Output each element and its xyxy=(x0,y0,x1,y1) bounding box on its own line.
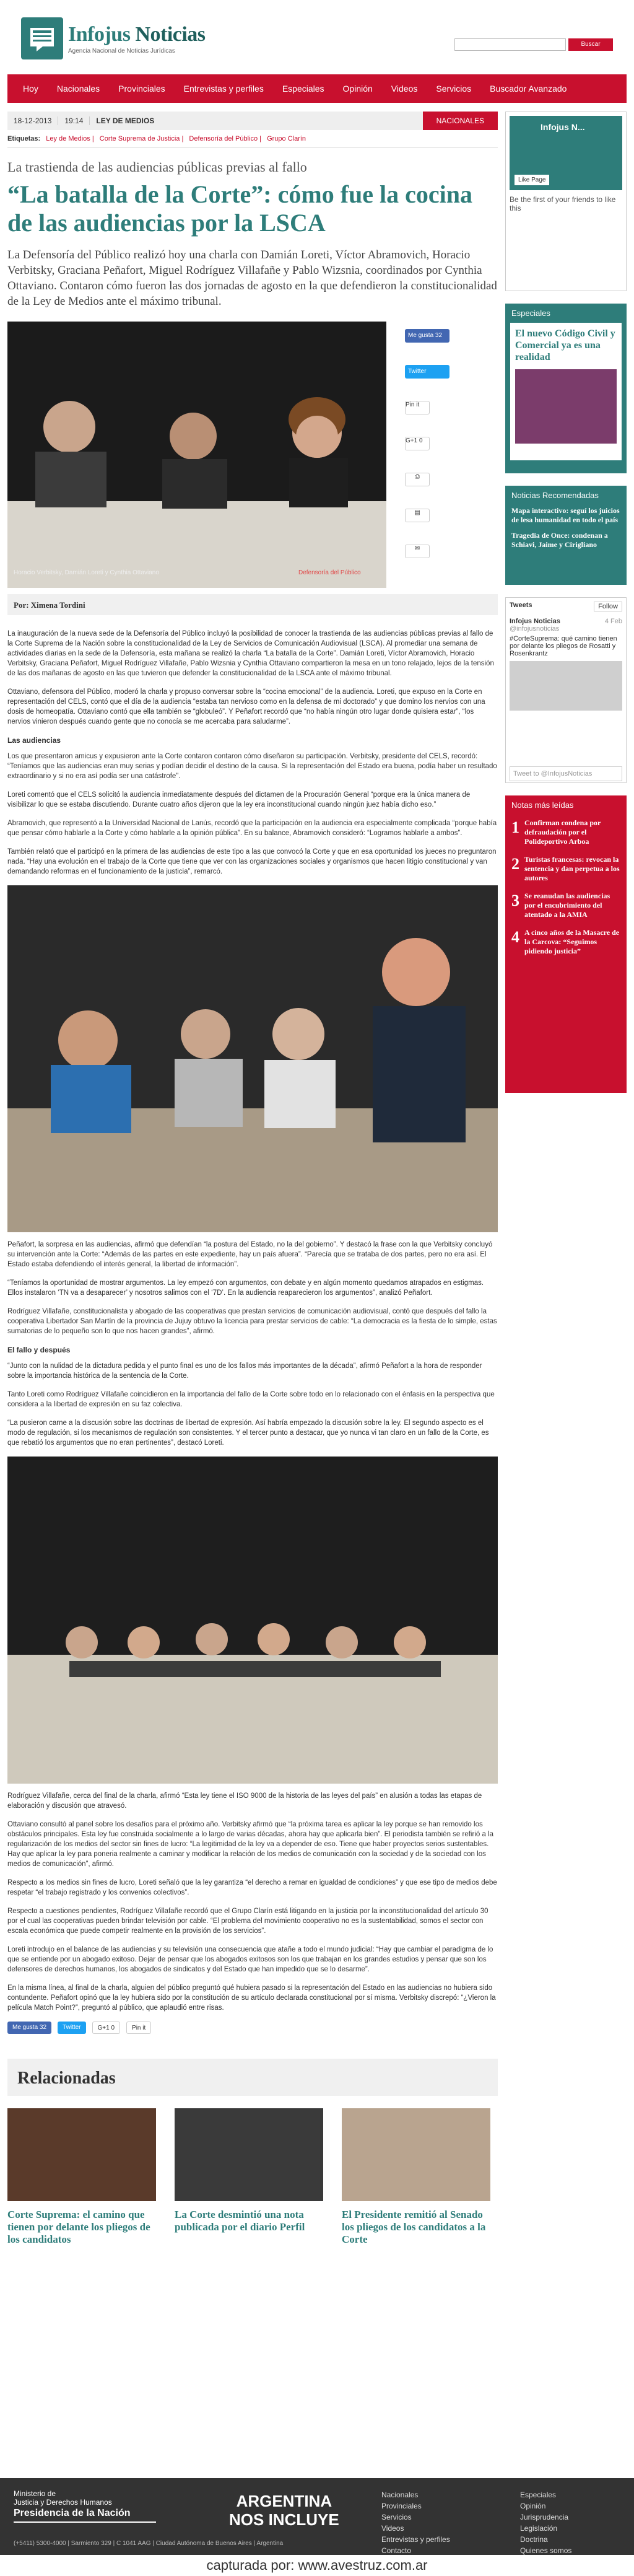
especiales-heading: Especiales xyxy=(511,309,550,318)
tweet-image xyxy=(510,661,622,711)
twitter-widget xyxy=(505,597,627,783)
footer xyxy=(0,2478,634,2555)
facebook-friends-text: Be the first of your friends to like this xyxy=(510,195,616,212)
page xyxy=(7,0,627,103)
footer-slogan: ARGENTINA NOS INCLUYE xyxy=(229,2492,339,2529)
recommended-widget xyxy=(505,486,627,585)
related-list xyxy=(7,2108,498,2246)
tweet-handle: @infojusnoticias xyxy=(510,625,560,633)
search-button[interactable]: Buscar xyxy=(568,38,613,51)
tag-list: Etiquetas: Ley de Medios | Corte Suprema de Justicia | Defensoría del Público | Grupo Clarín xyxy=(7,130,498,148)
paragraph: En la misma línea, al final de la charla, alguien del público preguntó qué hubiera pasado si la representación del Estado en las audiencias no hubiera sido contundente. Peñafort opinó que la ley hubiera sido por la constitución de su artículo declarada constitucional por sí misma. Verbitsky discrepó: “¿Vieron la película Match Point?”, preguntó al público, que aplaudió entre risas. xyxy=(7,1984,496,2012)
paragraph: Loreti introdujo en el balance de las audiencias y su televisión una consecuencia que atañe a todo el mundo judicial: “Hay que cambiar el paradigma de lo que se entiende por un abogado exitoso. Dejar de pensar que los abogados exitosos son los que trabajan en los grandes estudios y pensar que son los defensores de derechos humanos, los abogados de sindicatos y del Estado que han impedido que se lo desarme”. xyxy=(7,1946,493,1973)
most-read-item[interactable]: 4 A cinco años de la Masacre de la Carcova: “Seguimos pidiendo justicia” xyxy=(511,928,620,955)
sidebar xyxy=(505,112,627,1105)
footer-link[interactable]: Nacionales xyxy=(381,2491,419,2499)
footer-link[interactable]: Jurisprudencia xyxy=(520,2513,569,2521)
capture-watermark: capturada por: www.avestruz.com.ar xyxy=(0,2555,634,2576)
most-read-item[interactable]: 1 Confirman condena por defraudación por el Polideportivo Arboa xyxy=(511,818,601,846)
nav-item-buscador[interactable]: Buscador Avanzado xyxy=(490,84,567,94)
paragraph: Ottaviano consultó al panel sobre los desafíos para el próximo año. Verbitsky afirmó que “la próxima tarea es aplicar la ley porque se han removido los obstáculos principales. Esta ley fue construida socialmente a lo largo de varias décadas, ahora hay que aplicarla bien”. El periodista también se refirió a la regularización de los medios del sector sin fines de lucro: “La legitimidad de la ley va a depender de eso. Tiene que haber proyectos serios sustentables. Hay que aplicar la ley para poneria realmente a caminar y modificar la relación de los medios de comunicación con la sociedad y de la sociedad con los medios de comunicación”, afirmó. xyxy=(7,1821,493,1868)
pdf-icon[interactable]: ▤ xyxy=(405,509,430,522)
nav-item-videos[interactable]: Videos xyxy=(391,84,418,94)
paragraph: Respecto a cuestiones pendientes, Rodríguez Villafañe recordó que el Grupo Clarín está litigando en la justicia por la inconstitucionalidad del artículo 30 por el cual las cooperativas pueden brindar televisión por cable. “El problema del movimiento cooperativo no es la sustentabilidad, somos el sector con escala económica que puede competir realmente en la provisión de los servicios”. xyxy=(7,1908,489,1935)
hero-photo xyxy=(7,322,386,588)
recommended-item[interactable]: Mapa interactivo: seguí los juicios de lesa humanidad en todo el país xyxy=(511,506,620,524)
footer-links-1 xyxy=(381,2489,450,2556)
footer-link[interactable]: Legislación xyxy=(520,2524,558,2533)
related-image xyxy=(342,2108,490,2201)
recommended-item[interactable]: Tragedia de Once: condenan a Schiavi, Jaime y Cirigliano xyxy=(511,531,608,549)
facebook-like-button[interactable]: Me gusta 32 xyxy=(7,2022,51,2034)
paragraph: Tanto Loreti como Rodríguez Villafañe coincidieron en la importancia del fallo de la Corte sobre todo en lo relacionado con el énfasis en la perspectiva que considera a la libertad de expresión en su faz colectiva. xyxy=(7,1391,495,1408)
footer-link[interactable]: Doctrina xyxy=(520,2535,548,2544)
related-item[interactable] xyxy=(7,2108,156,2246)
facebook-page-name[interactable]: Infojus N... xyxy=(541,122,585,132)
nav-item-especiales[interactable]: Especiales xyxy=(282,84,324,94)
subheading: El fallo y después xyxy=(7,1346,71,1354)
paragraph: También relató que el participó en la primera de las audiencias de este tipo a las que convocó la Corte y que en esa oportunidad los jueces no preguntaron nada. “Hay una evolución en el trabajo de la Corte que tiene que ver con las organizaciones sociales y organismos que hacen litigio constitucional y van demandando reformas en el funcionamiento de la justicia”, remarcó. xyxy=(7,848,497,875)
tags-label: Etiquetas: xyxy=(7,135,41,142)
footer-link[interactable]: Contacto xyxy=(381,2546,412,2555)
pinterest-button[interactable]: Pin it xyxy=(405,401,430,414)
author: Por: Ximena Tordini xyxy=(7,594,498,615)
article-column xyxy=(7,112,498,2246)
tag-link[interactable]: Grupo Clarín xyxy=(267,135,306,142)
especial-image[interactable] xyxy=(515,369,617,444)
footer-link[interactable]: Especiales xyxy=(520,2491,557,2499)
logo-text: Infojus Noticias xyxy=(68,22,206,46)
related-title[interactable]: La Corte desmintió una nota publicada por el diario Perfil xyxy=(175,2209,305,2233)
share-bar xyxy=(7,2022,498,2034)
recommended-heading: Noticias Recomendadas xyxy=(511,491,599,500)
logo-mark-icon xyxy=(21,17,63,59)
tweets-heading: Tweets xyxy=(510,602,532,609)
nav-item-entrevistas[interactable]: Entrevistas y perfiles xyxy=(183,84,264,94)
article-kicker: La trastienda de las audiencias públicas previas al fallo xyxy=(7,159,307,175)
tweet-time: 4 Feb xyxy=(604,618,622,625)
related-heading: Relacionadas xyxy=(7,2059,498,2096)
facebook-like-button[interactable]: Me gusta 32 xyxy=(405,329,449,343)
most-read-widget xyxy=(505,795,627,1093)
nav-item-nacionales[interactable]: Nacionales xyxy=(56,84,100,94)
tag-link[interactable]: Corte Suprema de Justicia xyxy=(99,135,180,142)
paragraph: “La pusieron carne a la discusión sobre las doctrinas de libertad de expresión. Así habría empezado la discusión sobre la ley. El segundo aspecto es el modo de regulación, si los mecanismos de regulación son consistentes. Y el tercer punto a destacar, que yo nunca vi tan claro en un fallo de la Corte, es que rebatió los argumentos que no eran pertinentes”, destacó Loreti. xyxy=(7,1419,489,1447)
most-read-item[interactable]: 3 Se reanudan las audiencias por el encubrimiento del atentado a la AMIA xyxy=(511,892,610,919)
related-title[interactable]: El Presidente remitió al Senado los pliegos de los candidatos a la Corte xyxy=(342,2209,486,2245)
paragraph: Rodríguez Villafañe, constitucionalista y abogado de las cooperativas que prestan servicios de comunicación audiovisual, contó que después del fallo la cooperativa Libertador San Martín de la provincia de Jujuy obtuvo la licencia para prestar servicios de cable: “La democracia es la fiesta de lo simple, estas sumatorias de lo pequeño son lo que nos hacen grandes”, afirmó. xyxy=(7,1308,497,1335)
tag-link[interactable]: Ley de Medios xyxy=(46,135,90,142)
ministry-logo[interactable]: Ministerio de Justicia y Derechos Humanos Presidencia de la Nación xyxy=(14,2489,156,2523)
subheading: Las audiencias xyxy=(7,736,61,745)
footer-link[interactable]: Entrevistas y perfiles xyxy=(381,2535,450,2544)
paragraph: Abramovich, que representó a la Universidad Nacional de Lanús, recordó que la participación en la audiencia era especialmente complicada “porque había que pensar cómo hablarle a la Corte y cómo hablarle a la opinión pública”. En su balance, Abramovich consideró: “Logramos hablarle a ambos”. xyxy=(7,820,497,837)
share-sidebar xyxy=(405,329,485,580)
paragraph: La inauguración de la nueva sede de la Defensoría del Público incluyó la posibilidad de conocer la trastienda de las audiencias públicas previas al fallo de la Corte Suprema de la Nación sobre la constitucionalidad de la Ley de Servicios de Comunicación Audiovisual (LSCA). Al promediar una semana de actividades diarias en la sede de la Defensoría, esta mañana se realizó la charla “La batalla de la Corte”. Damián Loreti, Víctor Abramovich, Horacio Verbitsky, Graciana Peñafort, Miguel Rodríguez Villafañe, Pablo Wizsnia y Cynthia Ottaviano compartieron la mesa en un tono relajado, lejos de la tensión de las dos mañanas de agosto en las que tuvieron que defender la constitucionalidad de la LSCA ante el máximo tribunal. xyxy=(7,630,494,677)
footer-link[interactable]: Provinciales xyxy=(381,2502,422,2510)
especiales-widget xyxy=(505,304,627,473)
tweet-text: #CorteSuprema: qué camino tienen por delante los pliegos de Rosatti y Rosenkrantz xyxy=(510,635,617,657)
hero-credit: Defensoría del Público xyxy=(298,569,361,576)
follow-button[interactable]: Follow xyxy=(594,602,622,611)
facebook-like-page-button[interactable]: Like Page xyxy=(515,175,549,185)
related-item[interactable] xyxy=(175,2108,323,2246)
email-icon[interactable]: ✉ xyxy=(405,545,430,558)
footer-link[interactable]: Servicios xyxy=(381,2513,412,2521)
footer-link[interactable]: Opinión xyxy=(520,2502,546,2510)
paragraph: “Junto con la nulidad de la dictadura pedida y el punto final es uno de los fallos más importantes de la década”, afirmó Peñafort a la hora de responder sobre la importancia histórica de la sentencia de la Corte. xyxy=(7,1362,482,1380)
header xyxy=(7,0,627,74)
nav-item-hoy[interactable]: Hoy xyxy=(23,84,38,94)
footer-link[interactable]: Videos xyxy=(381,2524,404,2533)
related-title[interactable]: Corte Suprema: el camino que tienen por delante los pliegos de los candidatos xyxy=(7,2209,150,2245)
section-badge[interactable]: NACIONALES xyxy=(423,112,498,130)
paragraph: Ottaviano, defensora del Público, moderó la charla y propuso conversar sobre la “cocina emocional” de la audiencia. Loreti, que expuso en la Corte en representación del CELS, contó que el día de la audiencia “estaba tan nervioso como en la defensa de mi doctorado” y que domino los nervios con una dosis de homeopatía. Ottaviano contó que ella también se “globuleó”. Y Peñafort recordó que “no había ningún otro lugar donde quisiera estar”, “los nervios vinieron después cuando gente que no conocía se me acercaba para saludarme”. xyxy=(7,688,485,725)
especial-title[interactable]: El nuevo Código Civil y Comercial ya es una realidad xyxy=(515,328,615,362)
article-lead: La Defensoría del Público realizó hoy una charla con Damián Loreti, Víctor Abramovich, Horacio Verbitsky, Graciana Peñafort, Miguel Rodríguez Villafañe y Pablo Wizsnia, coordinados por Cynthia Ottaviano. Contaron cómo fueron las dos jornadas de agosto en la que defendieron la constitucionalidad de la Ley de Medios ante el máximo tribunal. xyxy=(7,248,497,308)
photo-caption: Rodríguez Villafañe, cerca del final de la charla, afirmó “Esta ley tiene el ISO 9000 de la historia de las leyes del país” en alusión a todas las etapas de elaboración y discusión que atravesó. xyxy=(7,1792,482,1810)
pinterest-button[interactable]: Pin it xyxy=(126,2022,151,2034)
article-date: 18-12-2013 xyxy=(7,116,58,125)
print-icon[interactable]: ⎙ xyxy=(405,473,430,486)
article-meta xyxy=(7,112,498,130)
article-title: “La batalla de la Corte”: cómo fue la cocina de las audiencias por la LSCA xyxy=(7,180,472,237)
gplus-button[interactable]: G+1 0 xyxy=(405,437,430,450)
tag-link[interactable]: Defensoría del Público xyxy=(189,135,258,142)
paragraph: “Teníamos la oportunidad de mostrar argumentos. La ley empezó con argumentos, con debate y en algún momento quedamos atrapados en estigmas. Ellos instalaron ‘TN va a desaparecer’ y nosotros salimos con el ‘7D’. En la audiencia reaparecieron los argumentos”, analizó Peñafort. xyxy=(7,1279,484,1297)
site-logo[interactable] xyxy=(21,17,206,59)
article-section[interactable]: LEY DE MEDIOS xyxy=(96,116,155,125)
nav-item-provinciales[interactable]: Provinciales xyxy=(118,84,165,94)
related-image xyxy=(7,2108,156,2201)
related-item[interactable] xyxy=(342,2108,490,2246)
twitter-button[interactable]: Twitter xyxy=(58,2022,85,2034)
footer-link[interactable]: Quienes somos xyxy=(520,2546,572,2555)
footer-address: (+5411) 5300-4000 | Sarmiento 329 | C 1041 AAG | Ciudad Autónoma de Buenos Aires | Argentina xyxy=(14,2540,284,2547)
main-nav xyxy=(7,74,627,103)
tweet-user[interactable]: Infojus Noticias xyxy=(510,618,560,625)
search-input[interactable] xyxy=(454,38,566,51)
article-time: 19:14 xyxy=(58,116,90,125)
facebook-widget xyxy=(505,112,627,291)
related-image xyxy=(175,2108,323,2201)
paragraph: Loreti comentó que el CELS solicitó la audiencia inmediatamente después del dictamen de la Procuración General “porque era la única manera de visibilizar lo que se estaba discutiendo. Durante cuatro años dijeron que la ley era inconstitucional cuando ningún juez había dicho eso.” xyxy=(7,791,471,808)
hero-caption: Horacio Verbitsky, Damián Loreti y Cynthia Ottaviano xyxy=(14,569,159,576)
tweet-input[interactable]: Tweet to @InfojusNoticias xyxy=(510,766,622,781)
footer-links-2 xyxy=(520,2489,571,2556)
article-body xyxy=(7,629,498,2013)
paragraph: Peñafort, la sorpresa en las audiencias, afirmó que defendían “la postura del Estado, no la del gobierno”. Y destacó la frase con la que Verbitsky concluyó su intervención ante la Corte: “Además de las partes en este expediente, hay un país afuera”. “Parecía que se trataba de dos partes, pero no era así. El Estado estaba defendiendo el interés general, la libertad de información”. xyxy=(7,1241,493,1268)
paragraph: Los que presentaron amicus y expusieron ante la Corte contaron contaron cómo diseñaron su participación. Verbitsky, presidente del CELS, recordó: “Teníamos que las audiencias eran muy serias y podían decidir el destino de la causa. Si la representación del Estado era buena, podía haber un resultado extraordinario y si no era así podía ser una catástrofe”. xyxy=(7,753,497,780)
facebook-cover xyxy=(510,116,622,190)
twitter-button[interactable]: Twitter xyxy=(405,365,449,379)
article-photo xyxy=(7,1457,498,1784)
article-photo xyxy=(7,885,498,1232)
nav-item-servicios[interactable]: Servicios xyxy=(436,84,472,94)
paragraph: Respecto a los medios sin fines de lucro, Loreti señaló que la ley garantiza “el derecho a remar en igualdad de condiciones” y que ese tipo de medios debe respetar “el trabajo registrado y los convenios colectivos”. xyxy=(7,1879,497,1896)
gplus-button[interactable]: G+1 0 xyxy=(92,2022,121,2034)
most-read-item[interactable]: 2 Turistas francesas: revocan la sentencia y dan perpetua a los autores xyxy=(511,855,620,882)
most-read-heading: Notas más leídas xyxy=(511,800,574,810)
nav-item-opinion[interactable]: Opinión xyxy=(342,84,373,94)
logo-subtitle: Agencia Nacional de Noticias Jurídicas xyxy=(68,47,175,55)
